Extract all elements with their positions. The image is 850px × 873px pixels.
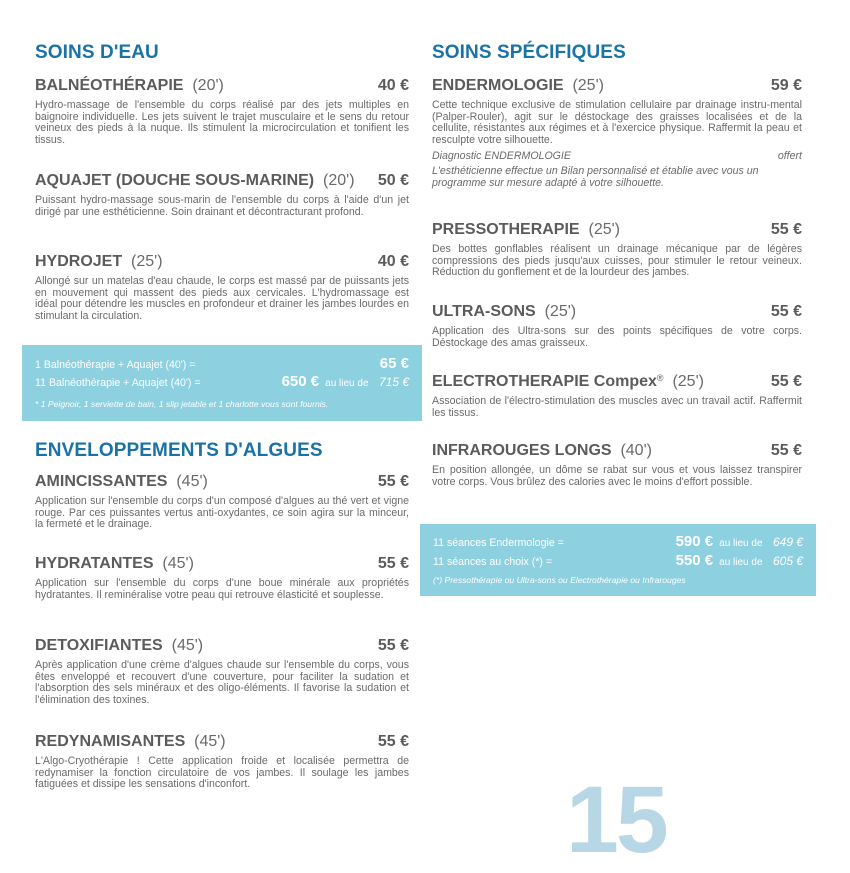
service-description: Application sur l'ensemble du corps d'une boue minérale aux propriétés hydratantes. Il reminéralise votre peau qui retrouve élasticité et souplesse.: [35, 577, 409, 601]
service-duration: (20'): [192, 77, 224, 94]
service-name: REDYNAMISANTES: [35, 733, 186, 750]
service-header: [432, 442, 802, 460]
service-description: L'Algo-Cryothérapie ! Cette application froide et localisée permettra de redynamiser la fonction circulatoire de vos jambes. Il soulage les jambes fatiguées et dissipe les sensations d'inconfort.: [35, 755, 409, 791]
service-name: HYDRATANTES: [35, 555, 154, 572]
service-header: [35, 637, 409, 655]
service-name: BALNÉOTHÉRAPIE: [35, 77, 184, 94]
service-endermologie: [432, 77, 802, 190]
promo-row: [433, 533, 803, 551]
section-title-enveloppements: ENVELOPPEMENTS D'ALGUES: [35, 440, 323, 461]
service-detoxifiantes: [35, 637, 409, 706]
service-price: 55 €: [377, 733, 409, 750]
service-price: 55 €: [770, 303, 802, 320]
service-header: [35, 253, 409, 271]
service-duration: (45'): [194, 733, 226, 750]
service-description: Cette technique exclusive de stimulation cellulaire par drainage instru-mental (Palper-Rouler), agit sur le déstockage des graisses localisées et de la cellulite, résistantes aux régimes et à l'exercice physique. Raffermit la peau et resculpte votre silhouette.: [432, 99, 802, 146]
service-description: Hydro-massage de l'ensemble du corps réalisé par des jets multiples en baignoire individuelle. Les jets suivent le trajet musculaire et le sens du retour veineux des pieds à la nuque. Ils stimulent la microcirculation et tonifient les tissus.: [35, 99, 409, 146]
promo-was-prefix: au lieu de: [719, 538, 763, 549]
promo-price: 590 €: [675, 533, 714, 550]
service-balneotherapie: [35, 77, 409, 146]
registered-mark: ®: [656, 373, 664, 383]
service-description: Application sur l'ensemble du corps d'un composé d'algues au thé vert et vigne rouge. Par ces puissantes vertus anti-oxydantes, ce soin agira sur la minceur, la fermeté et le drainage.: [35, 495, 409, 531]
service-price: 55 €: [770, 442, 802, 459]
promo-was-price: 605 €: [772, 554, 803, 568]
promo-box-soins-specifiques: [420, 524, 816, 596]
service-duration: (45'): [176, 473, 208, 490]
promo-row: [433, 552, 803, 570]
promo-note: * 1 Peignoir, 1 serviette de bain, 1 slip jetable et 1 charlotte vous sont fournis.: [35, 399, 329, 409]
service-hydratantes: [35, 555, 409, 601]
service-description: Association de l'électro-stimulation des muscles avec un travail actif. Raffermit les tissus.: [432, 395, 802, 419]
promo-row: [35, 355, 409, 372]
service-duration: (25'): [544, 303, 577, 320]
service-pressotherapie: [432, 221, 802, 279]
service-duration: (20'): [323, 172, 355, 189]
service-price: 55 €: [377, 473, 409, 490]
service-price: 55 €: [770, 373, 802, 390]
service-price: 40 €: [377, 253, 409, 270]
service-header: [432, 221, 802, 239]
service-duration: (45'): [162, 555, 194, 572]
promo-price: 65 €: [379, 355, 409, 372]
service-hydrojet: [35, 253, 409, 322]
service-price: 40 €: [377, 77, 409, 94]
diagnostic-row: [432, 150, 802, 162]
service-name: ENDERMOLOGIE: [432, 77, 564, 94]
service-name: DETOXIFIANTES: [35, 637, 163, 654]
service-header: [432, 373, 802, 391]
service-duration: (40'): [620, 442, 652, 459]
diagnostic-label: Diagnostic ENDERMOLOGIE: [432, 150, 571, 163]
promo-row: [35, 373, 409, 391]
promo-was-price: 715 €: [378, 375, 409, 389]
service-header: [35, 172, 409, 190]
service-price: 59 €: [770, 77, 802, 94]
service-description: Des bottes gonflables réalisent un drainage mécanique par de légères compressions des pieds jusqu'aux cuisses, pour stimuler le retour veineux. Réduction du gonflement et de la lourdeur des jambes.: [432, 243, 802, 279]
promo-was-price: 649 €: [772, 535, 803, 549]
promo-was-prefix: au lieu de: [325, 378, 369, 389]
service-header: [35, 733, 409, 751]
promo-label: 11 Balnéothérapie + Aquajet (40') =: [35, 377, 201, 389]
service-name: PRESSOTHERAPIE: [432, 221, 580, 238]
service-duration: (25'): [131, 253, 163, 270]
diagnostic-value: offert: [777, 150, 802, 163]
service-description: Puissant hydro-massage sous-marin de l'ensemble du corps à l'aide d'un jet dirigé par une esthéticienne. Soin drainant et décontracturant profond.: [35, 194, 409, 218]
service-duration: (25'): [588, 221, 620, 238]
service-name: AQUAJET (DOUCHE SOUS-MARINE): [35, 172, 315, 189]
service-description: Allongé sur un matelas d'eau chaude, le corps est massé par de puissants jets en mouvement qui massent des pieds aux cervicales. L'hydromassage est idéal pour détendre les muscles en profondeur et drainer les jambes lourdes en stimulant la circulation.: [35, 275, 409, 322]
promo-label: 11 séances au choix (*) =: [433, 556, 553, 568]
promo-price: 650 €: [281, 373, 320, 390]
service-redynamisantes: [35, 733, 409, 791]
promo-label: 1 Balnéothérapie + Aquajet (40') =: [35, 359, 196, 371]
service-duration: (45'): [171, 637, 204, 654]
section-title-soins-eau: SOINS D'EAU: [35, 42, 159, 63]
service-description: En position allongée, un dôme se rabat sur vous et vous laissez transpirer votre corps. Vous brûlez des calories avec le moins d'effort possible.: [432, 464, 802, 488]
section-title-soins-specifiques: SOINS SPÉCIFIQUES: [432, 42, 626, 63]
service-amincissantes: [35, 473, 409, 531]
service-price: 55 €: [377, 637, 409, 654]
service-header: [432, 77, 802, 95]
service-header: [35, 555, 409, 573]
service-infrarouges: [432, 442, 802, 488]
service-name: HYDROJET: [35, 253, 123, 270]
promo-note: (*) Pressothérapie ou Ultra-sons ou Electrothérapie ou Infrarouges: [433, 575, 686, 585]
service-header: [35, 473, 409, 491]
service-price: 55 €: [770, 221, 802, 238]
service-header: [432, 303, 802, 321]
promo-label: 11 séances Endermologie =: [433, 537, 564, 549]
page-number: 15: [566, 767, 666, 873]
service-electrotherapie: [432, 373, 802, 419]
service-ultra-sons: [432, 303, 802, 349]
service-header: [35, 77, 409, 95]
service-name: ULTRA-SONS: [432, 303, 536, 320]
service-price: 50 €: [377, 172, 409, 189]
service-name: ELECTROTHERAPIE Compex: [432, 373, 657, 390]
service-name: INFRAROUGES LONGS: [432, 442, 612, 459]
service-duration: (25'): [572, 77, 604, 94]
service-description: Après application d'une crème d'algues chaude sur l'ensemble du corps, vous êtes enveloppé et recouvert d'une couverture, pour faciliter la sudation et l'absorption des sels minéraux et des oligo-éléments. Il favorise la sudation et l'élimination des toxines.: [35, 659, 409, 706]
service-price: 55 €: [377, 555, 409, 572]
service-name: AMINCISSANTES: [35, 473, 168, 490]
service-aquajet: [35, 172, 409, 218]
diagnostic-note: L'esthéticienne effectue un Bilan personnalisé et établie avec vous un programme sur mesure adapté à votre silhouette.: [432, 165, 759, 189]
service-description: Application des Ultra-sons sur des points spécifiques de votre corps. Déstockage des amas graisseux.: [432, 325, 802, 349]
promo-was-prefix: au lieu de: [719, 557, 763, 568]
service-duration: (25'): [672, 373, 704, 390]
promo-box-soins-eau: [22, 345, 422, 421]
promo-price: 550 €: [675, 552, 714, 569]
